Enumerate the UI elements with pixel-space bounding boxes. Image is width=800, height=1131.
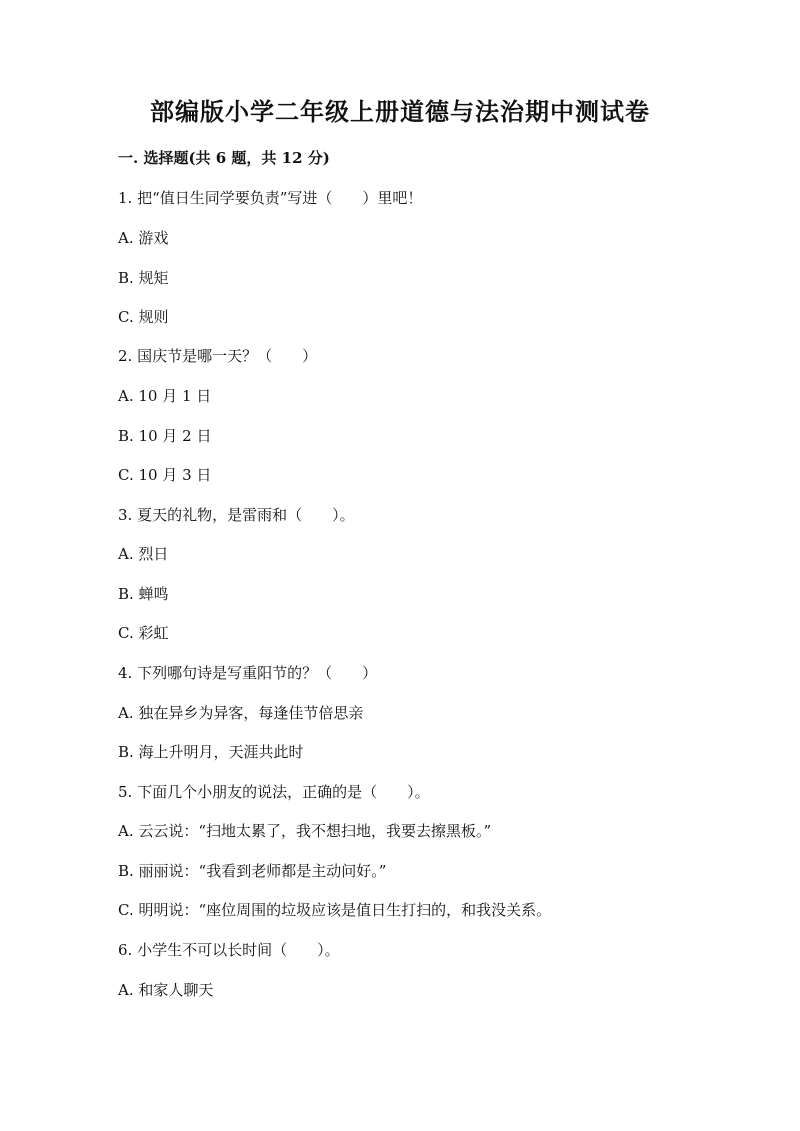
question-1-option-b: B. 规矩: [118, 269, 169, 287]
question-1-option-c: C. 规则: [118, 308, 169, 326]
question-5-option-c: C. 明明说：“座位周围的垃圾应该是值日生打扫的，和我没关系。: [118, 901, 552, 919]
section-header: 一. 选择题(共 6 题，共 12 分): [118, 149, 330, 167]
question-stem-6: 6. 小学生不可以长时间（ ）。: [118, 941, 340, 959]
question-1-option-a: A. 游戏: [118, 229, 169, 247]
question-3-option-c: C. 彩虹: [118, 624, 169, 642]
question-2-option-b: B. 10 月 2 日: [118, 427, 212, 445]
question-5-option-b: B. 丽丽说：“我看到老师都是主动问好。”: [118, 862, 387, 880]
question-3-option-a: A. 烈日: [118, 545, 169, 563]
question-stem-4: 4. 下列哪句诗是写重阳节的？（ ）: [118, 664, 378, 682]
question-stem-5: 5. 下面几个小朋友的说法，正确的是（ ）。: [118, 783, 430, 801]
question-stem-2: 2. 国庆节是哪一天？（ ）: [118, 347, 318, 365]
page-title: 部编版小学二年级上册道德与法治期中测试卷: [150, 97, 650, 126]
question-stem-3: 3. 夏天的礼物，是雷雨和（ ）。: [118, 506, 355, 524]
question-2-option-a: A. 10 月 1 日: [118, 387, 212, 405]
question-stem-1: 1. 把“值日生同学要负责”写进（ ）里吧！: [118, 189, 423, 207]
question-5-option-a: A. 云云说：“扫地太累了，我不想扫地，我要去擦黑板。”: [118, 822, 492, 840]
question-3-option-b: B. 蝉鸣: [118, 585, 169, 603]
question-2-option-c: C. 10 月 3 日: [118, 466, 212, 484]
question-4-option-a: A. 独在异乡为异客，每逢佳节倍思亲: [118, 704, 364, 722]
question-6-option-a: A. 和家人聊天: [118, 981, 214, 999]
question-4-option-b: B. 海上升明月，天涯共此时: [118, 743, 304, 761]
